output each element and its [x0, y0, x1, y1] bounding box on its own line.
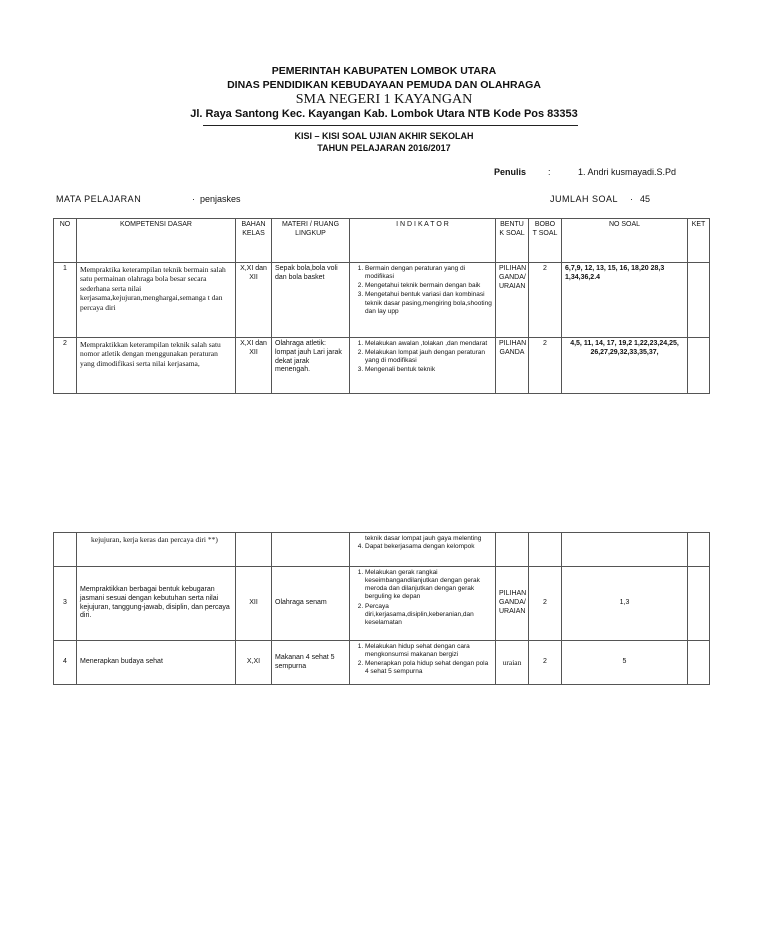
row-no-soal — [562, 533, 688, 567]
indikator-item: 3. Mengetahui bentuk variasi dan kombinasi teknik dasar pasing,mengiring bola,shooting dan lay upp — [365, 291, 492, 315]
row-bentuk: uraian — [496, 641, 529, 685]
row-bentuk: PILIHAN GANDA — [496, 338, 529, 394]
table-row — [54, 533, 710, 567]
header-bahan-kelas: BAHAN KELAS — [236, 219, 272, 263]
indikator-item: 2. Percaya diri,kerjasama,disiplin,keberanian,dan keselamatan — [365, 603, 492, 627]
penulis-colon: : — [548, 167, 551, 177]
row-no-soal: 1,3 — [562, 567, 688, 641]
header-materi: MATERI / RUANG LINGKUP — [272, 219, 350, 263]
row-indikator — [350, 338, 496, 394]
row-indikator — [350, 641, 496, 685]
header-kompetensi-dasar: KOMPETENSI DASAR — [77, 219, 236, 263]
row-indikator — [350, 263, 496, 338]
header-rule — [203, 125, 578, 126]
row-materi: Makanan 4 sehat 5 sempurna — [272, 641, 350, 685]
row-ket — [688, 533, 710, 567]
row-no: 4 — [54, 641, 77, 685]
row-bahan: XII — [236, 567, 272, 641]
jumlah-value: 45 — [640, 194, 651, 204]
row-bahan: X,XI — [236, 641, 272, 685]
row-ket — [688, 567, 710, 641]
header-indikator: I N D I K A T O R — [350, 219, 496, 263]
header-no: NO — [54, 219, 77, 263]
row-ket — [688, 338, 710, 394]
row-kompetensi: Mempraktika keterampilan teknik bermain salah satu permainan olahraga bola besar secara sederhana serta nilai kerjasama,kejujuran,menghargai,semanga t dan percaya diri — [77, 263, 236, 338]
row-bahan: X,XI dan XII — [236, 338, 272, 394]
row-no-soal: 6,7,9, 12, 13, 15, 16, 18,20 28,3 1,34,36,2.4 — [562, 263, 688, 338]
row-kompetensi: kejujuran, kerja keras dan percaya diri **) — [77, 533, 236, 567]
row-kompetensi: Mempraktikkan berbagai bentuk kebugaran jasmani sesuai dengan kebutuhan serta nilai kejujuran, tanggung-jawab, disiplin, dan percaya diri. — [77, 567, 236, 641]
indikator-continued: teknik dasar lompat jauh gaya melenting — [365, 535, 482, 542]
header-bobot-soal: BOBO T SOAL — [529, 219, 562, 263]
row-bobot: 2 — [529, 338, 562, 394]
row-no: 1 — [54, 263, 77, 338]
school-address: Jl. Raya Santong Kec. Kayangan Kab. Lombok Utara NTB Kode Pos 83353 — [190, 108, 578, 120]
jumlah-separator: · — [630, 194, 633, 204]
mapel-label: MATA PELAJARAN — [56, 194, 142, 204]
mapel-value: penjaskes — [200, 194, 241, 204]
row-materi: Olahraga senam — [272, 567, 350, 641]
row-bobot: 2 — [529, 567, 562, 641]
row-ket — [688, 263, 710, 338]
header-ket: KET — [688, 219, 710, 263]
kisi-table-bottom — [53, 532, 710, 685]
row-bobot: 2 — [529, 263, 562, 338]
document-title: KISI – KISI SOAL UJIAN AKHIR SEKOLAH — [294, 131, 474, 141]
row-indikator — [350, 533, 496, 567]
indikator-item: 1. Melakukan awalan ,tolakan ,dan mendarat — [365, 340, 492, 348]
header-bentuk-soal: BENTU K SOAL — [496, 219, 529, 263]
row-bahan: X,XI dan XII — [236, 263, 272, 338]
row-bentuk: PILIHAN GANDA/ URAIAN — [496, 263, 529, 338]
row-materi: Olahraga atletik: lompat jauh Lari jarak dekat jarak menengah. — [272, 338, 350, 394]
kisi-table-top — [53, 218, 710, 394]
row-ket — [688, 641, 710, 685]
table-row — [54, 567, 710, 641]
indikator-item: 1. Melakukan gerak rangkai keseimbangandilanjutkan dengan gerak meroda dan dilanjutkan dengan gerak berguling ke depan — [365, 569, 492, 602]
indikator-item: 4. Dapat bekerjasama dengan kelompok — [365, 543, 492, 551]
table-header-row — [54, 219, 710, 263]
penulis-value: 1. Andri kusmayadi.S.Pd — [578, 167, 677, 177]
row-kompetensi: Menerapkan budaya sehat — [77, 641, 236, 685]
indikator-item: 3. Mengenali bentuk teknik — [365, 366, 492, 374]
academic-year: TAHUN PELAJARAN 2016/2017 — [317, 143, 451, 153]
row-no-soal: 4,5, 11, 14, 17, 19,2 1,22,23,24,25, 26,27,29,32,33,35,37, — [562, 338, 688, 394]
row-bahan — [236, 533, 272, 567]
letterhead-line-1: PEMERINTAH KABUPATEN LOMBOK UTARA — [271, 65, 497, 77]
indikator-item: 1. Bermain dengan peraturan yang di modifikasi — [365, 265, 492, 281]
row-indikator — [350, 567, 496, 641]
row-bentuk: PILIHAN GANDA/ URAIAN — [496, 567, 529, 641]
mapel-separator: · — [192, 194, 195, 204]
jumlah-label: JUMLAH SOAL — [550, 194, 619, 204]
row-no-soal: 5 — [562, 641, 688, 685]
school-name: SMA NEGERI 1 KAYANGAN — [295, 92, 473, 107]
row-materi: Sepak bola,bola voli dan bola basket — [272, 263, 350, 338]
header-no-soal: NO SOAL — [562, 219, 688, 263]
table-row — [54, 338, 710, 394]
indikator-item: 1. Melakukan hidup sehat dengan cara mengkonsumsi makanan bergizi — [365, 643, 492, 659]
penulis-label: Penulis — [494, 167, 527, 177]
row-kompetensi: Mempraktikkan keterampilan teknik salah satu nomor atletik dengan menggunakan peraturan yang dimodifikasi serta nilai kerjasama, — [77, 338, 236, 394]
row-no: 3 — [54, 567, 77, 641]
row-bentuk — [496, 533, 529, 567]
indikator-item: 2. Menerapkan pola hidup sehat dengan pola 4 sehat 5 sempurna — [365, 660, 492, 676]
row-bobot — [529, 533, 562, 567]
letterhead-line-2: DINAS PENDIDIKAN KEBUDAYAAN PEMUDA DAN OLAHRAGA — [227, 79, 541, 91]
row-no: 2 — [54, 338, 77, 394]
row-no — [54, 533, 77, 567]
row-materi — [272, 533, 350, 567]
indikator-item: 2. Melakukan lompat jauh dengan peraturan yang di modifikasi — [365, 349, 492, 365]
table-row — [54, 263, 710, 338]
indikator-item: 2. Mengetahui teknik bermain dengan baik — [365, 282, 492, 290]
row-bobot: 2 — [529, 641, 562, 685]
table-row — [54, 641, 710, 685]
